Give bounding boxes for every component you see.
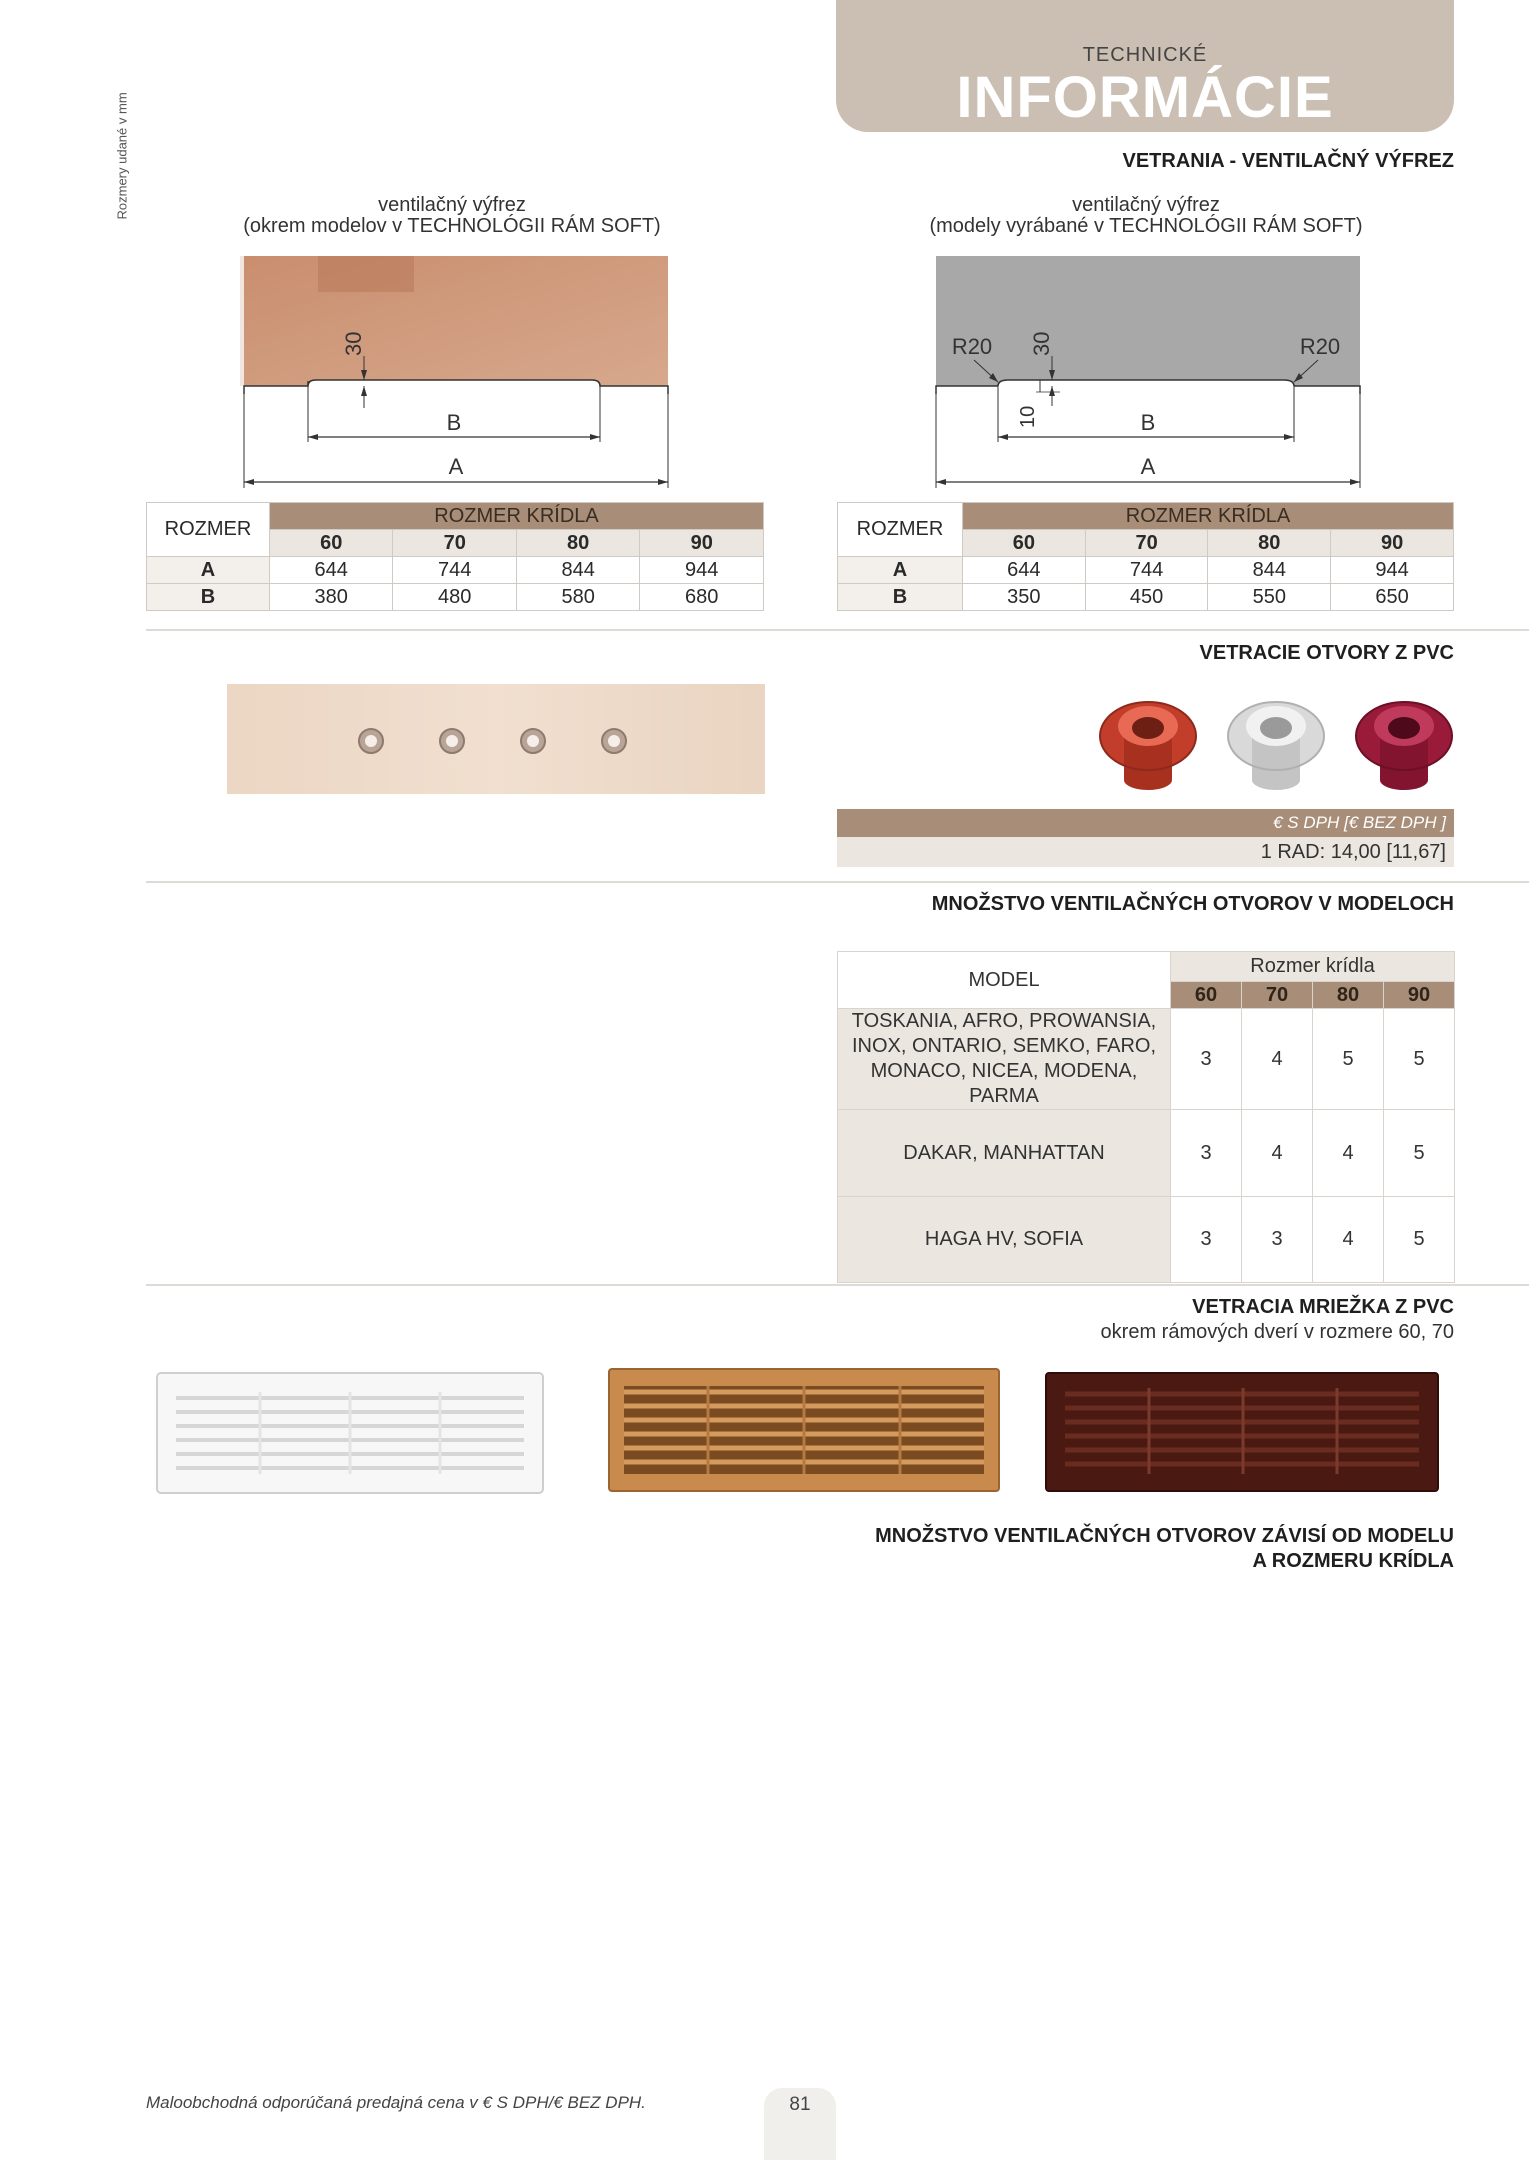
grommet-red [1100,702,1196,790]
cell-value: 5 [1384,1197,1455,1283]
dimension-table-ram-soft [837,502,1454,611]
cell-value: 5 [1384,1009,1455,1110]
note-line1: MNOŽSTVO VENTILAČNÝCH OTVOROV ZÁVISÍ OD MODELU [875,1525,1454,1547]
size-col: 90 [1384,982,1455,1009]
cell-value: 4 [1242,1009,1313,1110]
cell-value: 3 [1171,1009,1242,1110]
page-number: 81 [789,2094,811,2115]
table-group-header: ROZMER KRÍDLA [270,503,764,530]
table-row [838,1197,1455,1283]
grommet-white [1228,702,1324,790]
cell-value: 744 [393,557,516,584]
table-rozmer-header: ROZMER [838,503,963,557]
cell-value: 4 [1313,1197,1384,1283]
grille-white [156,1372,546,1496]
section-title-vetracie-otvory: VETRACIE OTVORY Z PVC [1199,642,1454,664]
section-title-mriezka: VETRACIA MRIEŽKA Z PVC [1192,1296,1454,1318]
cell-value: 844 [516,557,639,584]
size-col: 70 [393,530,516,557]
table-rozmer-header: ROZMER [147,503,270,557]
section-subtitle-mriezka: okrem rámových dverí v rozmere 60, 70 [1100,1321,1454,1343]
cell-value: 3 [1171,1110,1242,1197]
cell-value: 3 [1242,1197,1313,1283]
left-cutout-diagram [240,256,676,492]
left-caption-line1: ventilačný výfrez [378,194,526,216]
row-label: A [147,557,270,584]
cell-value: 380 [270,584,393,611]
size-col: 70 [1242,982,1313,1009]
price-row: 1 RAD: 14,00 [11,67] [837,837,1454,867]
dimension-table-standard [146,502,764,611]
cell-value: 644 [963,557,1086,584]
model-header: MODEL [838,952,1171,1009]
right-caption-line1: ventilačný výfrez [1072,194,1220,216]
price-header: € S DPH [€ BEZ DPH ] [837,809,1454,837]
model-line: TOSKANIA, AFRO, PROWANSIA, [851,1010,1157,1032]
footer-price-note: Maloobchodná odporúčaná predajná cena v € S DPH/€ BEZ DPH. [146,2093,646,2112]
cell-value: 644 [270,557,393,584]
size-col: 80 [1313,982,1384,1009]
model-names [838,1197,1171,1283]
door-photo-gray [936,256,1360,386]
grommet-burgundy [1356,702,1452,790]
size-col: 90 [1331,530,1454,557]
cell-value: 3 [1171,1197,1242,1283]
cell-value: 944 [1331,557,1454,584]
cell-value: 350 [963,584,1086,611]
model-names [838,1009,1171,1110]
size-col: 60 [963,530,1086,557]
model-names [838,1110,1171,1197]
right-dim-a: A [1140,454,1156,479]
size-col: 70 [1085,530,1208,557]
table-row [838,557,1454,584]
door-photo-wood [244,256,668,386]
cell-value: 844 [1208,557,1331,584]
model-line: HAGA HV, SOFIA [924,1228,1084,1250]
pvc-grommets-photo [1098,684,1458,796]
table-row [147,557,764,584]
cell-value: 944 [640,557,764,584]
note-line2: A ROZMERU KRÍDLA [1252,1550,1454,1572]
divider [146,629,1529,631]
side-note [112,72,132,232]
table-row [838,584,1454,611]
section-title-mnozstvo: MNOŽSTVO VENTILAČNÝCH OTVOROV V MODELOCH [931,893,1454,915]
cell-value: 580 [516,584,639,611]
cell-value: 5 [1313,1009,1384,1110]
cell-value: 680 [640,584,764,611]
right-dim-r20-right: R20 [1299,334,1341,359]
door-holes-photo [227,684,765,794]
table-row [147,584,764,611]
cell-value: 450 [1085,584,1208,611]
cell-value: 4 [1242,1110,1313,1197]
cell-value: 550 [1208,584,1331,611]
models-table [837,951,1455,1283]
right-dim-30: 30 [1029,331,1054,356]
header-subtitle: TECHNICKÉ [1082,44,1208,66]
size-col: 90 [640,530,764,557]
right-caption [928,195,1364,237]
grille-dark-walnut [1045,1372,1441,1494]
left-caption-line2: (okrem modelov v TECHNOLÓGII RÁM SOFT) [243,215,661,237]
size-col: 80 [516,530,639,557]
right-cutout-diagram [932,256,1368,492]
right-dim-10: 10 [1017,405,1039,428]
door-panel [318,256,414,292]
cell-value: 5 [1384,1110,1455,1197]
size-col: 80 [1208,530,1331,557]
grille-golden-oak [608,1368,1002,1494]
divider [146,881,1529,883]
table-group-header: ROZMER KRÍDLA [963,503,1454,530]
table-row [838,1110,1455,1197]
cell-value: 650 [1331,584,1454,611]
table-row [838,1009,1455,1110]
right-dim-r20-left: R20 [951,334,993,359]
right-dim-b: B [1140,410,1156,435]
cell-value: 480 [393,584,516,611]
cell-value: 744 [1085,557,1208,584]
row-label: B [838,584,963,611]
model-line: MONACO, NICEA, MODENA, PARMA [870,1060,1138,1107]
cell-value: 4 [1313,1110,1384,1197]
section-title-vetrania: VETRANIA - VENTILAČNÝ VÝFREZ [1122,150,1454,172]
right-caption-line2: (modely vyrábané v TECHNOLÓGII RÁM SOFT) [929,215,1363,237]
size-col: 60 [1171,982,1242,1009]
model-line: INOX, ONTARIO, SEMKO, FARO, [851,1035,1157,1057]
row-label: B [147,584,270,611]
row-label: A [838,557,963,584]
side-note-text: Rozmery udané v mm [114,92,130,220]
header-title: INFORMÁCIE [956,65,1334,130]
left-caption [242,195,662,237]
left-dim-b: B [446,410,462,435]
size-col: 60 [270,530,393,557]
note-ventilation-depends [836,1524,1454,1574]
left-dim-30: 30 [341,331,366,356]
left-dim-a: A [448,454,464,479]
size-header: Rozmer krídla [1171,952,1455,982]
model-line: DAKAR, MANHATTAN [903,1141,1105,1164]
divider [146,1284,1529,1286]
